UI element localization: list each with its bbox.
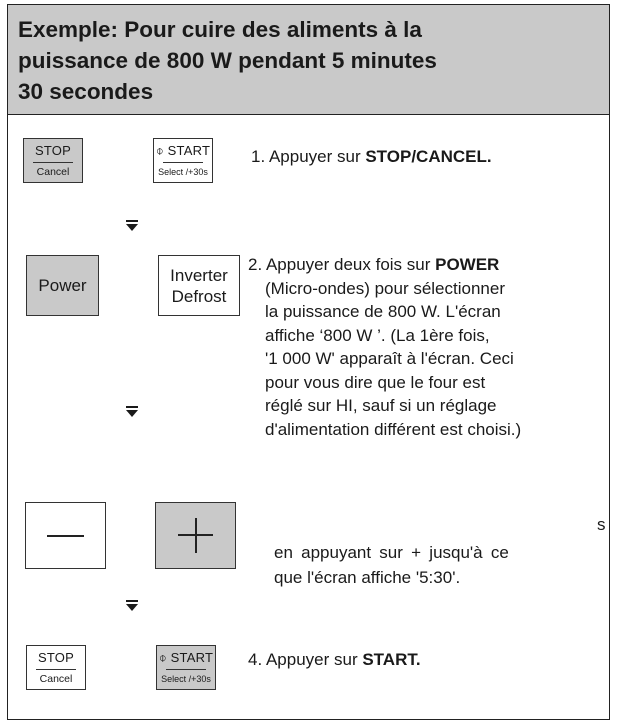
down-arrow-icon — [126, 224, 138, 231]
power-label: Power — [38, 276, 87, 295]
stop-cancel-button-step1 — [23, 138, 83, 183]
plus-button — [155, 502, 236, 569]
start-select-button-step4 — [156, 645, 216, 690]
button-divider — [166, 669, 206, 670]
stop-label: STOP — [38, 650, 74, 665]
step-4-text: 4. Appuyer sur START. — [248, 650, 421, 669]
cancel-label: Cancel — [36, 166, 70, 178]
step-1-key: STOP/CANCEL. — [365, 147, 492, 166]
select-30s-label: Select /+30s — [158, 167, 208, 177]
inverter-defrost-button — [158, 255, 240, 316]
step-2-key: POWER — [435, 255, 500, 274]
button-divider — [33, 162, 73, 163]
step-3-text-line-1: en appuyant sur + jusqu'à ce — [274, 543, 509, 562]
example-header — [8, 5, 609, 115]
cancel-label: Cancel — [39, 673, 73, 685]
minus-icon — [47, 535, 84, 537]
step-2-text: 2. Appuyer deux fois sur POWER (Micro-ondes) pour sélectionner la puissance de 800 W. L'écran affiche ‘800 W ’. (La 1ère fois, '1 000 W' apparaît à l'écran. Ceci pour vous dire que le four est réglé sur HI, sauf si un réglage d'alimentation différent est choisi.) — [248, 255, 522, 439]
start-label: START — [163, 143, 211, 158]
stop-label: STOP — [35, 143, 71, 158]
instruction-panel — [7, 4, 610, 720]
stop-cancel-button-step4 — [26, 645, 86, 690]
example-title — [18, 14, 578, 107]
step-3-fragment: s — [597, 515, 606, 534]
title-line-1: Exemple: Pour cuire des aliments à la — [18, 17, 422, 42]
button-divider — [163, 162, 203, 163]
step-4-key: START. — [362, 650, 421, 669]
step-1-text: 1. Appuyer sur STOP/CANCEL. — [251, 147, 492, 166]
title-line-2: puissance de 800 W pendant 5 minutes — [18, 48, 437, 73]
inverter-label: Inverter — [170, 265, 228, 285]
power-button — [26, 255, 99, 316]
defrost-label: Defrost — [171, 286, 227, 306]
power-symbol-icon: ⌽ — [158, 650, 167, 665]
minus-button — [25, 502, 106, 569]
start-label: START — [166, 650, 214, 665]
title-line-3: 30 secondes — [18, 79, 154, 104]
step-3-text-line-2: que l'écran affiche '5:30'. — [274, 568, 461, 587]
power-symbol-icon: ⌽ — [155, 143, 164, 158]
select-30s-label: Select /+30s — [161, 674, 211, 684]
start-select-button-step1 — [153, 138, 213, 183]
button-divider — [36, 669, 76, 670]
down-arrow-icon — [126, 410, 138, 417]
down-arrow-icon — [126, 604, 138, 611]
